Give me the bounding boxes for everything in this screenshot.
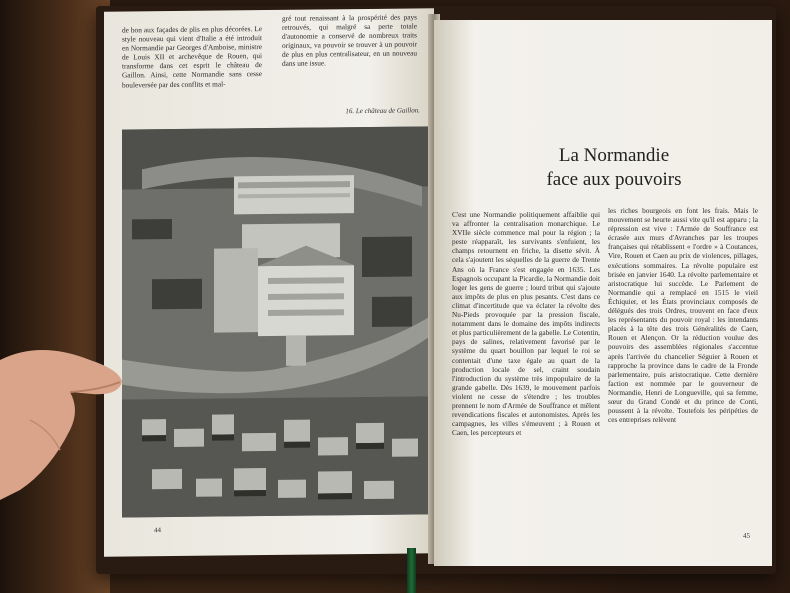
left-col1-text: de bon aux façades de plis en plus décorées. Le style nouveau qui vient d'Italie a été introduit en Normandie par Georges d'Amboise, ministre de Louis XII et archevêque de Rouen, qui transforme dans cet esprit le château de Gaillon. Ainsi, cette Normandie sans cesse bouleversée par des conflits et mal-: [122, 24, 262, 90]
hand-holding-book: [0, 330, 140, 500]
bookmark-ribbon: [407, 548, 416, 593]
table-edge: [0, 0, 110, 593]
chapter-title: [494, 144, 734, 192]
left-column-2: [282, 12, 417, 68]
aerial-photo-drawing: [122, 126, 430, 517]
left-col2-text: gré tout renaissant à la prospérité des pays retrouvés, qui malgré sa perte totale d'autonomie a conservé de nombreux traits originaux, va pouvoir se trouver à un pouvoir de plus en plus centralisateur, en un nouveau dans une issue.: [282, 12, 417, 69]
right-col1-text: C'est une Normandie politiquement affaiblie qui va affronter la centralisation monarchique. Le XVIIe siècle commence mal pour la région ; la peste réapparaît, les survivants s'enfuient, les champs retournent en friche, la disette sévit. À cela s'ajoutent les séquelles de la guerre de Trente Ans où la France s'est engagée en 1635. Les Espagnols occupant la Picardie, la Normandie doit loger les gens de guerre ; lourd tribut qui s'ajoute aux impôts de plus en plus pesants. C'est dans ce climat d'incertitude que va éclater la révolte des Nu-Pieds provoquée par la pression fiscale, notamment dans le domaine des impôts indirects et plus particulièrement de la gabelle. Le Cotentin, pays de salines, relativement favorisé par le système du quart bouillon par lequel le roi se contentait d'une taxe égale au quart de la production locale de sel, craint soudain l'introduction du système très impopulaire de la grande gabelle. Dès 1639, le mouvement parfois violent ne cesse de s'étendre ; les troubles prennent le nom d'Armée de Souffrance et mêlent revendications fiscales et autonomistes. Après les campagnes, les villes s'émeuvent ; à Rouen et Caen, les percepteurs et: [452, 210, 600, 438]
left-column-1: [122, 24, 262, 89]
right-page-number: 45: [743, 532, 750, 540]
left-page: [104, 8, 434, 556]
chapter-title-line1: La Normandie: [558, 145, 670, 166]
left-page-number: 44: [154, 526, 161, 535]
chapter-title-line2: face aux pouvoirs: [546, 169, 682, 190]
photo-caption: 16. Le château de Gaillon.: [345, 106, 420, 116]
right-column-2: [608, 206, 758, 424]
right-page: [434, 20, 772, 566]
right-col2-text: les riches bourgeois en font les frais. Mais le mouvement se heurte aussi vite qu'il est apparu ; la répression est vive : l'Armée de Souffrance est écrasée aux murs d'Avranches par les troupes françaises qui rétablissent « l'ordre » à Coutances, Vire, Rouen et Caen au prix de violences, pillages, exécutions sommaires. La révolte populaire est brisée en janvier 1640. La révolte parlementaire et aristocratique lui succède. Le Parlement de Normandie qui a remplacé en 1515 le vieil Échiquier, et les États provinciaux composés de délégués des trois Ordres, trouvent en face d'eux les représentants du pouvoir royal : les intendants placés à la tête des trois Généralités de Caen, Rouen et Alençon. Or la réduction voulue des pouvoirs des assemblées régionales s'accentue après l'arrivée du chancelier Séguier à Rouen et rapproche la province dans le cadre de la Fronde parlementaire, puis aristocratique. Cette dernière faction est nommée par le gouverneur de Normandie, Henri de Longueville, qui sa femme, sœur du Grand Condé et du prince de Conti, poussent à la révolte. Toutefois les péripéties de ces entreprises relèvent: [608, 206, 758, 425]
right-column-1: [452, 210, 600, 437]
aerial-photo-chateau: [122, 126, 430, 517]
